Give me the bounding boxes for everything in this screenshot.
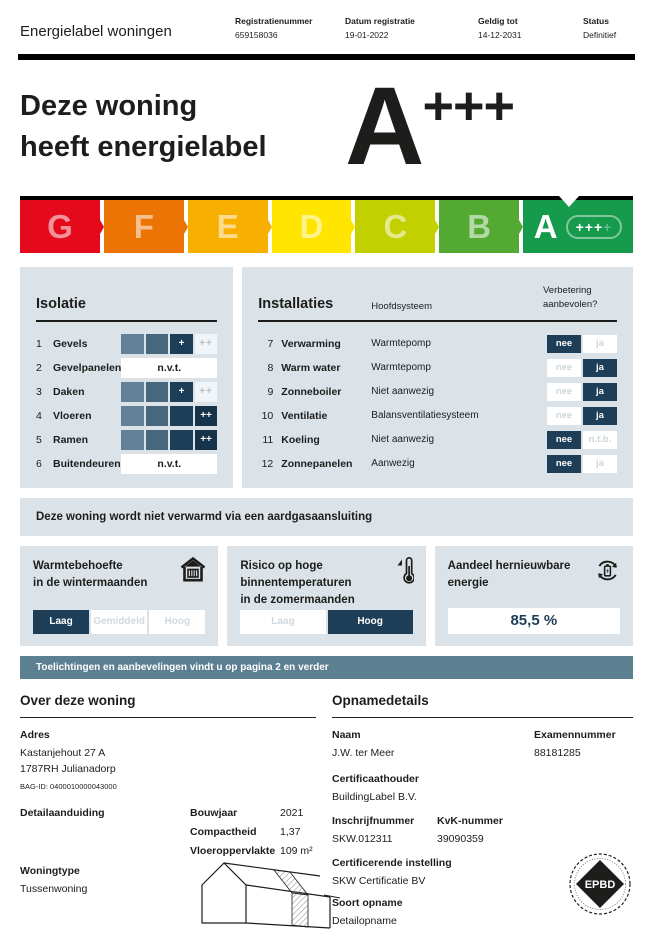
- advice-pills: [547, 431, 617, 449]
- isolatie-header: [36, 280, 217, 312]
- inschrijfnummer-label: Inschrijfnummer: [332, 814, 415, 827]
- vloeroppervlakte-value: 109 m²: [280, 844, 313, 857]
- segment-chevron-icon: [519, 220, 523, 234]
- row-number: 4: [36, 409, 42, 422]
- row-label: Verwarming: [281, 337, 341, 350]
- field-registratienummer: [235, 16, 345, 40]
- rating-cell: +: [170, 382, 193, 402]
- section-heading: Over deze woning: [20, 693, 316, 718]
- house-radiator-icon: [180, 557, 206, 587]
- field-value: 14-12-2031: [478, 30, 522, 40]
- row-system: Warmtepomp: [371, 362, 431, 374]
- rating-cell: [170, 406, 193, 426]
- bouwjaar-value: 2021: [280, 806, 304, 819]
- scale-segment-d: [272, 200, 352, 253]
- thermometer-icon: [396, 557, 414, 590]
- field-label: Geldig tot: [478, 16, 518, 26]
- kvk-value: 39090359: [437, 832, 484, 845]
- energy-scale: [20, 196, 633, 253]
- detail-panels: [20, 267, 633, 488]
- field-value: 659158036: [235, 30, 278, 40]
- field-label: Status: [583, 16, 609, 26]
- option-laag: Laag: [33, 610, 89, 634]
- panel-divider: [258, 320, 617, 322]
- examennummer-label: Examennummer: [534, 728, 616, 741]
- epbd-text: EPBD: [584, 878, 616, 891]
- row-number: 2: [36, 361, 42, 374]
- installaties-panel: [242, 267, 633, 488]
- scale-segment-c: [355, 200, 435, 253]
- rating-cell: ++: [195, 430, 218, 450]
- title-line: energie: [447, 576, 489, 589]
- row-number: 5: [36, 433, 42, 446]
- pill-plus-faded: +: [603, 218, 613, 235]
- field-datum-registratie: [345, 16, 478, 40]
- rating-cell: [121, 334, 144, 354]
- title-line: Aandeel hernieuwbare: [447, 559, 571, 572]
- row-label: Zonnepanelen: [281, 457, 353, 470]
- document-header: [0, 0, 653, 48]
- segment-letter: C: [383, 207, 408, 245]
- certificaathouder-label: Certificaathouder: [332, 772, 419, 785]
- column-hoofdsysteem: Hoofdsysteem: [371, 301, 433, 313]
- epbd-stamp: [567, 851, 633, 922]
- segment-chevron-icon: [184, 220, 188, 234]
- advice-pills: [547, 455, 617, 473]
- row-label: Gevelpanelen: [53, 361, 122, 374]
- gas-banner: Deze woning wordt niet verwarmd via een aardgasaansluiting: [20, 498, 633, 536]
- info-boxes: [20, 546, 633, 646]
- bouwjaar-row: [190, 807, 345, 819]
- segment-chevron-icon: [435, 220, 439, 234]
- compactheid-label: Compactheid: [190, 825, 257, 838]
- ja-pill: ja: [583, 383, 617, 401]
- adres-line1: Kastanjehout 27 A: [20, 746, 106, 759]
- nee-pill: nee: [547, 383, 581, 401]
- segment-letter: G: [47, 207, 73, 245]
- row-number: 12: [261, 457, 274, 470]
- rating-cell: ++: [195, 334, 218, 354]
- woningtype-block: [20, 865, 87, 897]
- advice-pills: [547, 383, 617, 401]
- nee-pill: nee: [547, 431, 581, 449]
- ntb-pill: n.t.b.: [583, 431, 617, 449]
- over-deze-woning-section: [20, 693, 316, 936]
- certificaathouder-value: BuildingLabel B.V.: [332, 790, 417, 803]
- option-laag: Laag: [240, 610, 325, 634]
- advice-pills: [547, 407, 617, 425]
- isolatie-title: Isolatie: [36, 296, 86, 313]
- row-label: Zonneboiler: [281, 385, 342, 398]
- hero-text: [20, 82, 345, 172]
- rating-cell: [146, 382, 169, 402]
- soort-opname-value: Detailopname: [332, 914, 397, 927]
- isolatie-row: [36, 430, 217, 450]
- woningtype-label: Woningtype: [20, 864, 80, 877]
- title-line: binnentemperaturen: [240, 576, 352, 589]
- box-title: [240, 558, 412, 610]
- toelichtingen-banner: Toelichtingen en aanbevelingen vindt u op pagina 2 en verder: [20, 656, 633, 679]
- scale-segment-g: [20, 200, 100, 253]
- field-status: [583, 16, 633, 40]
- bag-id: BAG-ID: 0400010000043000: [20, 782, 117, 792]
- field-label: Datum registratie: [345, 16, 415, 26]
- hero-line2: heeft energielabel: [20, 130, 267, 163]
- rating-cell: [146, 430, 169, 450]
- naam-block: [332, 729, 394, 761]
- row-number: 6: [36, 457, 42, 470]
- panel-divider: [36, 320, 217, 322]
- row-system: Niet aanwezig: [371, 434, 435, 446]
- segment-chevron-icon: [268, 220, 272, 234]
- isolatie-row: [36, 358, 217, 378]
- hernieuwbare-energie-box: [435, 546, 633, 646]
- soort-opname-block: [332, 897, 403, 929]
- isolatie-row: [36, 382, 217, 402]
- energy-label-plusses: +++: [422, 76, 515, 136]
- scale-segment-a: [523, 200, 633, 253]
- examennummer-block: [534, 729, 616, 761]
- installaties-row: [258, 454, 617, 474]
- hero: [0, 60, 653, 188]
- energy-label-value: [345, 65, 515, 188]
- installaties-row: [258, 430, 617, 450]
- ja-pill: ja: [583, 407, 617, 425]
- scale-segment-e: [188, 200, 268, 253]
- row-system: Warmtepomp: [371, 338, 431, 350]
- tussenwoning-illustration: [192, 851, 342, 936]
- option-hoog: Hoog: [328, 610, 413, 634]
- detailaanduiding-block: [20, 807, 105, 819]
- warmte-rating: [33, 610, 205, 634]
- plus-pill: [566, 215, 623, 239]
- segment-letter: D: [299, 207, 324, 245]
- installaties-row: [258, 334, 617, 354]
- nee-pill: nee: [547, 407, 581, 425]
- risico-box: [227, 546, 425, 646]
- certificaathouder-block: [332, 773, 419, 805]
- adres-line2: 1787RH Julianadorp: [20, 762, 116, 775]
- instelling-value: SKW Certificatie BV: [332, 874, 426, 887]
- ja-pill: ja: [583, 455, 617, 473]
- row-label: Warm water: [281, 361, 341, 374]
- option-gemiddeld: Gemiddeld: [91, 610, 147, 634]
- row-label: Vloeren: [53, 409, 92, 422]
- section-heading: Opnamedetails: [332, 693, 633, 718]
- installaties-row: [258, 406, 617, 426]
- rating-cell: [121, 430, 144, 450]
- adres-block: [20, 729, 117, 792]
- scale-indicator-notch: [559, 196, 579, 207]
- option-hoog: Hoog: [149, 610, 205, 634]
- segment-chevron-icon: [351, 220, 355, 234]
- installaties-row: [258, 382, 617, 402]
- instelling-label: Certificerende instelling: [332, 856, 452, 869]
- field-label: Registratienummer: [235, 16, 313, 26]
- rating-cell: [170, 430, 193, 450]
- isolatie-row: [36, 406, 217, 426]
- renewable-energy-icon: [594, 557, 621, 589]
- rating-cell: [121, 406, 144, 426]
- scale-segment-b: [439, 200, 519, 253]
- segment-chevron-icon: [100, 220, 104, 234]
- soort-opname-label: Soort opname: [332, 896, 403, 909]
- segment-letter: A: [533, 207, 558, 245]
- scale-segments: [20, 200, 633, 253]
- hero-line1: Deze woning: [20, 90, 198, 122]
- row-number: 7: [267, 337, 274, 350]
- inschrijfnummer-block: [332, 815, 414, 847]
- row-label: Ramen: [53, 433, 89, 446]
- nvt-badge: n.v.t.: [121, 358, 217, 378]
- column-verbetering: Verbetering aanbevolen?: [543, 284, 598, 310]
- nee-pill: nee: [547, 335, 581, 353]
- row-number: 3: [36, 385, 42, 398]
- title-line: Warmtebehoefte: [33, 559, 123, 572]
- pill-plusses: +++: [575, 218, 604, 235]
- woningtype-value: Tussenwoning: [20, 882, 88, 895]
- adres-label: Adres: [20, 728, 50, 741]
- examennummer-value: 88181285: [534, 746, 581, 759]
- certificerende-instelling-block: [332, 857, 452, 889]
- nvt-badge: n.v.t.: [121, 454, 217, 474]
- renewable-share-value: 85,5 %: [448, 608, 620, 634]
- kvk-label: KvK-nummer: [437, 814, 503, 827]
- row-number: 9: [267, 385, 274, 398]
- ja-pill: ja: [583, 359, 617, 377]
- installaties-row: [258, 358, 617, 378]
- row-label: Buitendeuren: [53, 457, 121, 470]
- row-label: Ventilatie: [281, 409, 328, 422]
- nee-pill: nee: [547, 359, 581, 377]
- isolatie-panel: [20, 267, 233, 488]
- row-number: 10: [261, 409, 274, 422]
- bouwjaar-label: Bouwjaar: [190, 806, 238, 819]
- isolatie-row: [36, 454, 217, 474]
- row-number: 11: [262, 433, 274, 446]
- inschrijfnummer-value: SKW.012311: [332, 832, 393, 845]
- row-label: Gevels: [53, 337, 88, 350]
- scale-segment-f: [104, 200, 184, 253]
- compactheid-value: 1,37: [280, 825, 301, 838]
- field-geldig-tot: [478, 16, 583, 40]
- footer: [20, 693, 633, 936]
- detailaanduiding-label: Detailaanduiding: [20, 806, 105, 819]
- rating-cells: [121, 334, 217, 354]
- rating-cell: ++: [195, 382, 218, 402]
- energy-label-letter: A: [345, 65, 421, 188]
- title-line: in de zomermaanden: [240, 594, 355, 607]
- rating-cell: [146, 406, 169, 426]
- row-number: 1: [36, 337, 42, 350]
- advice-pills: [547, 359, 617, 377]
- row-label: Koeling: [281, 433, 320, 446]
- advice-pills: [547, 335, 617, 353]
- isolatie-row: [36, 334, 217, 354]
- adres-value: [20, 745, 117, 778]
- opnamedetails-section: [332, 693, 633, 936]
- title-line: in de wintermaanden: [33, 576, 148, 589]
- kvk-block: [437, 815, 503, 847]
- rating-cell: [121, 382, 144, 402]
- scale-top-strip: [20, 196, 633, 200]
- warmtebehoefte-box: [20, 546, 218, 646]
- rating-cell: +: [170, 334, 193, 354]
- title-line: Risico op hoge: [240, 559, 323, 572]
- row-number: 8: [267, 361, 274, 374]
- rating-cells: [121, 406, 217, 426]
- field-value: Definitief: [583, 30, 617, 40]
- document-title: Energielabel woningen: [20, 23, 172, 40]
- segment-letter: B: [467, 207, 492, 245]
- row-system: Niet aanwezig: [371, 386, 435, 398]
- segment-letter: E: [216, 207, 239, 245]
- rating-cells: [121, 382, 217, 402]
- row-system: Aanwezig: [371, 458, 415, 470]
- installaties-header: [258, 280, 617, 312]
- installaties-title: Installaties: [258, 296, 334, 313]
- ja-pill: ja: [583, 335, 617, 353]
- rating-cell: ++: [195, 406, 218, 426]
- row-system: Balansventilatiesysteem: [371, 410, 479, 422]
- segment-letter: F: [133, 207, 154, 245]
- risico-rating: [240, 610, 412, 634]
- rating-cells: [121, 430, 217, 450]
- field-value: 19-01-2022: [345, 30, 389, 40]
- row-label: Daken: [53, 385, 85, 398]
- naam-label: Naam: [332, 728, 361, 741]
- nee-pill: nee: [547, 455, 581, 473]
- rating-cell: [146, 334, 169, 354]
- naam-value: J.W. ter Meer: [332, 746, 395, 759]
- vloeroppervlakte-label: Vloeroppervlakte: [190, 844, 276, 857]
- compactheid-row: [190, 826, 345, 838]
